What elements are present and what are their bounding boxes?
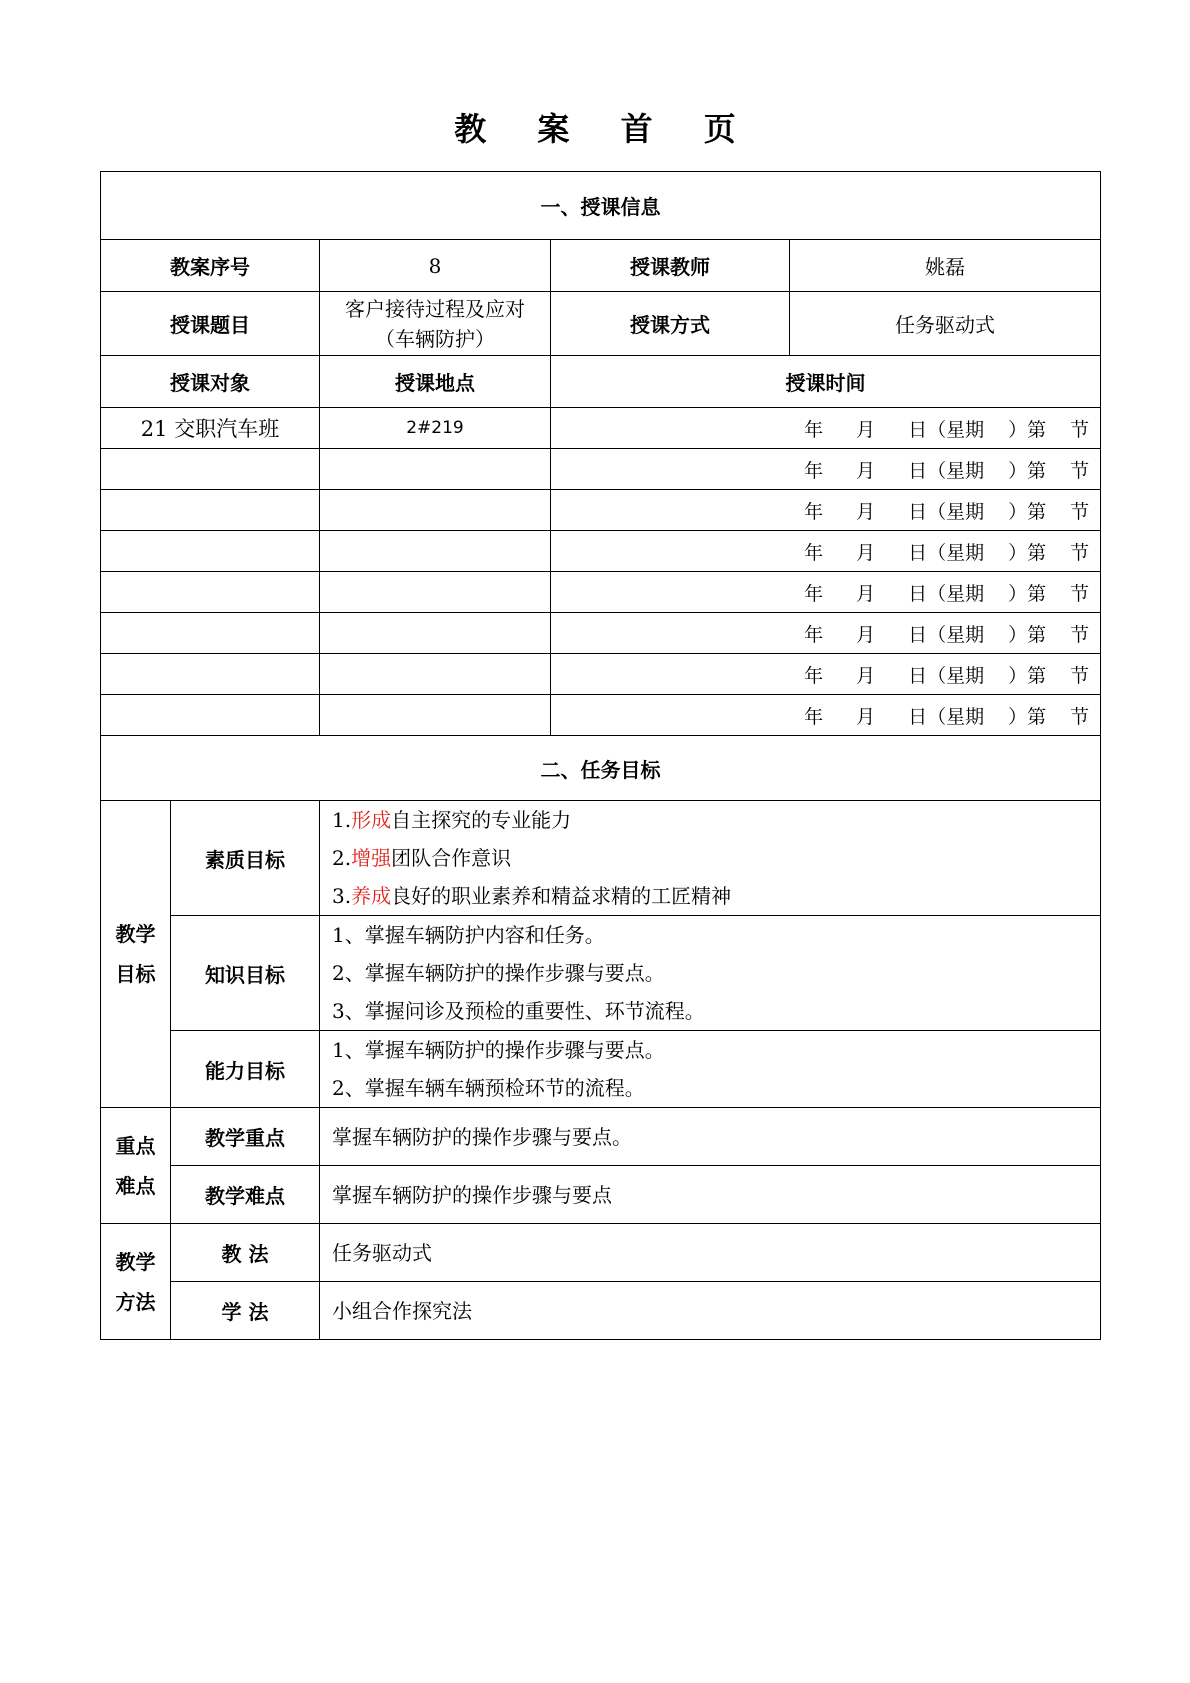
audience-label: 授课对象 (101, 356, 320, 408)
schedule-row (101, 490, 1101, 531)
audience-value (101, 654, 320, 695)
location-value: 2#219 (320, 408, 551, 449)
focus-value: 掌握车辆防护的操作步骤与要点。 (320, 1108, 1101, 1166)
difficulty-label: 教学难点 (171, 1166, 320, 1224)
audience-value: 21 交职汽车班 (101, 408, 320, 449)
audience-value (101, 613, 320, 654)
learn-method-label: 学 法 (171, 1282, 320, 1340)
location-value (320, 654, 551, 695)
schedule-row (101, 654, 1101, 695)
time-value: 年 月 日（星期 ）第 节 (551, 654, 1101, 695)
time-value: 年 月 日（星期 ）第 节 (551, 490, 1101, 531)
time-value: 年 月 日（星期 ）第 节 (551, 572, 1101, 613)
location-value (320, 449, 551, 490)
schedule-row (101, 408, 1101, 449)
location-value (320, 572, 551, 613)
teaching-goal-label: 教学 目标 (101, 801, 171, 1108)
schedule-row (101, 613, 1101, 654)
method-value: 任务驱动式 (790, 292, 1101, 356)
lesson-no-value: 8 (320, 240, 551, 292)
method-label: 授课方式 (551, 292, 790, 356)
list-item: 2、掌握车辆车辆预检环节的流程。 (332, 1076, 645, 1100)
location-value (320, 531, 551, 572)
schedule-row (101, 695, 1101, 736)
topic-value-line-2: （车辆防护） (375, 326, 495, 351)
time-value: 年 月 日（星期 ）第 节 (551, 695, 1101, 736)
section-2-title: 二、任务目标 (101, 736, 1101, 801)
time-value: 年 月 日（星期 ）第 节 (551, 449, 1101, 490)
lesson-no-label: 教案序号 (101, 240, 320, 292)
difficulty-value: 掌握车辆防护的操作步骤与要点 (320, 1166, 1101, 1224)
schedule-row (101, 449, 1101, 490)
learn-method-value: 小组合作探究法 (320, 1282, 1101, 1340)
teach-method-label: 教 法 (171, 1224, 320, 1282)
focus-label: 教学重点 (171, 1108, 320, 1166)
list-item: 1、掌握车辆防护内容和任务。 (332, 923, 605, 947)
list-item: 3、掌握问诊及预检的重要性、环节流程。 (332, 999, 705, 1023)
teacher-label: 授课教师 (551, 240, 790, 292)
key-difficulty-label: 重点 难点 (101, 1108, 171, 1224)
quality-goal-list (320, 801, 1101, 916)
knowledge-goal-label: 知识目标 (171, 916, 320, 1031)
time-value: 年 月 日（星期 ）第 节 (551, 408, 1101, 449)
schedule-row (101, 572, 1101, 613)
teaching-method-group-label: 教学 方法 (101, 1224, 171, 1340)
time-value: 年 月 日（星期 ）第 节 (551, 613, 1101, 654)
list-item: 2、掌握车辆防护的操作步骤与要点。 (332, 961, 665, 985)
list-item: 2.增强团队合作意识 (332, 846, 512, 870)
topic-value (320, 292, 551, 356)
list-item: 1、掌握车辆防护的操作步骤与要点。 (332, 1038, 665, 1062)
lesson-plan-table (100, 171, 1101, 1340)
ability-goal-label: 能力目标 (171, 1031, 320, 1108)
ability-goal-list (320, 1031, 1101, 1108)
section-1-title: 一、授课信息 (101, 172, 1101, 240)
location-value (320, 695, 551, 736)
location-value (320, 613, 551, 654)
location-label: 授课地点 (320, 356, 551, 408)
audience-value (101, 490, 320, 531)
audience-value (101, 695, 320, 736)
list-item: 3.养成良好的职业素养和精益求精的工匠精神 (332, 884, 732, 908)
list-item: 1.形成自主探究的专业能力 (332, 808, 572, 832)
audience-value (101, 449, 320, 490)
page-title: 教 案 首 页 (454, 110, 756, 148)
schedule-row (101, 531, 1101, 572)
knowledge-goal-list (320, 916, 1101, 1031)
topic-label: 授课题目 (101, 292, 320, 356)
location-value (320, 490, 551, 531)
audience-value (101, 572, 320, 613)
time-value: 年 月 日（星期 ）第 节 (551, 531, 1101, 572)
time-label: 授课时间 (551, 356, 1101, 408)
audience-value (101, 531, 320, 572)
teacher-value: 姚磊 (790, 240, 1101, 292)
topic-value-line-1: 客户接待过程及应对 (345, 296, 525, 321)
quality-goal-label: 素质目标 (171, 801, 320, 916)
teach-method-value: 任务驱动式 (320, 1224, 1101, 1282)
